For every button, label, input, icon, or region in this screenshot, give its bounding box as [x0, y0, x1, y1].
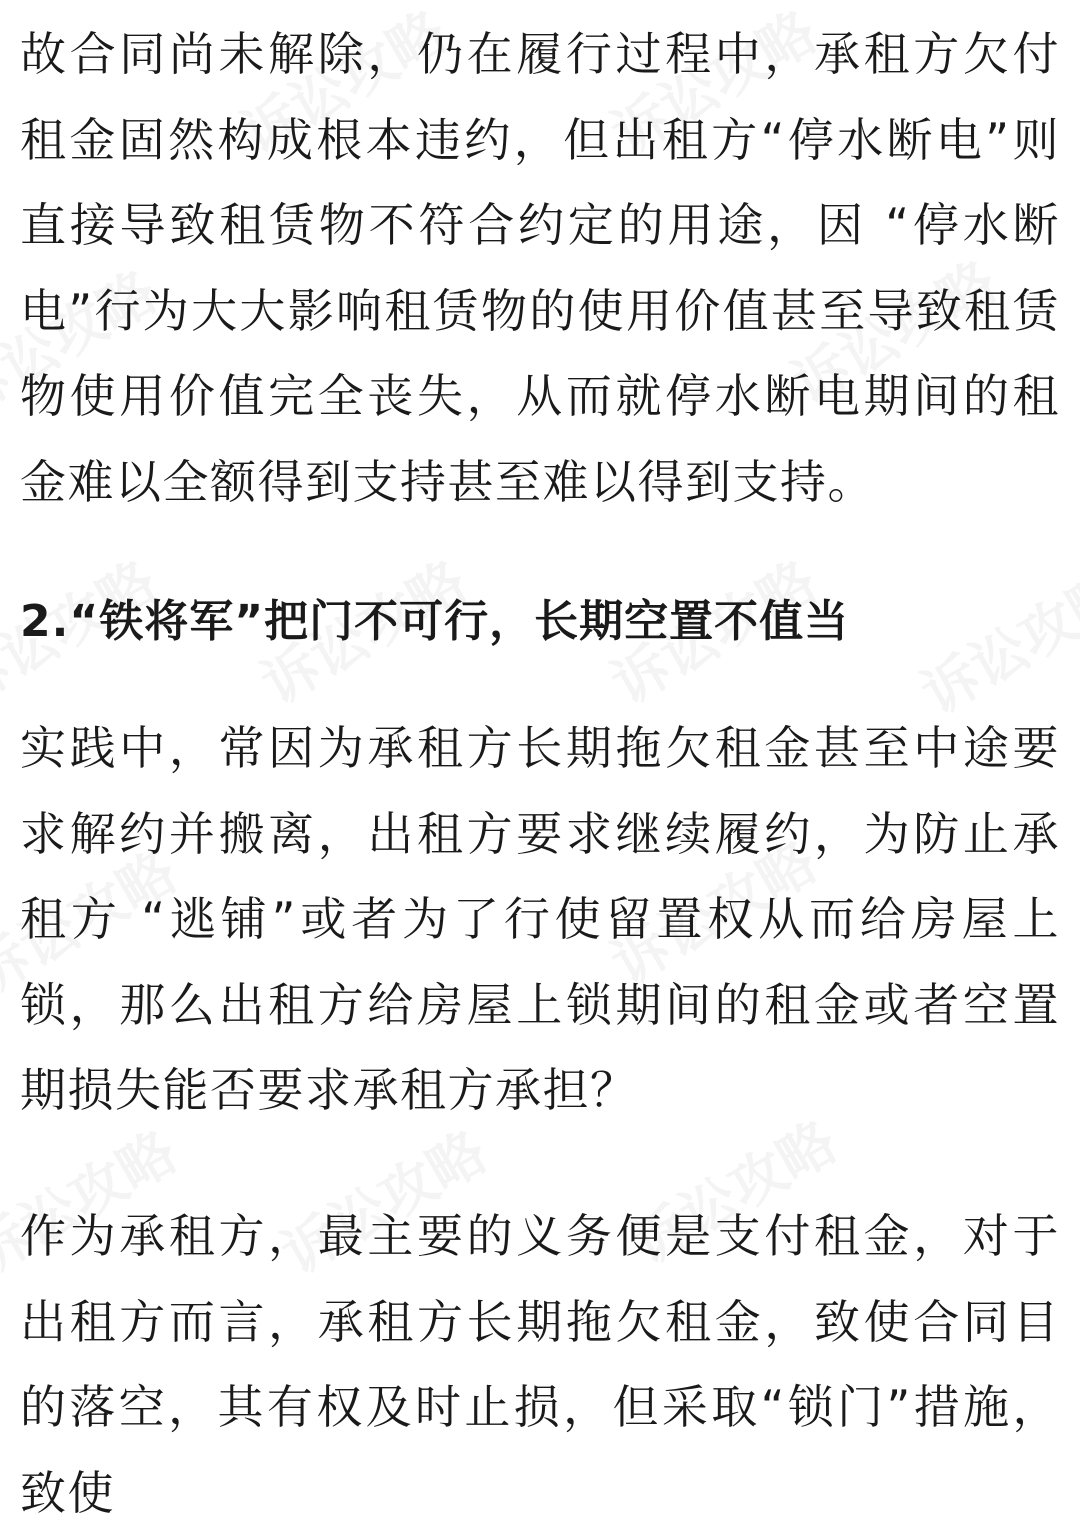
paragraph-2: 实践中，常因为承租方长期拖欠租金甚至中途要求解约并搬离，出租方要求继续履约，为防止承租方 “逃铺”或者为了行使留置权从而给房屋上锁，那么出租方给房屋上锁期间的租金或者空置期损失能否要求承租方承担？ — [20, 721, 1060, 1117]
paragraph-3: 作为承租方，最主要的义务便是支付租金，对于出租方而言，承租方长期拖欠租金，致使合同目的落空，其有权及时止损，但采取“锁门”措施，致使 — [20, 1209, 1060, 1520]
section-heading: 2.“铁将军”把门不可行，长期空置不值当 — [20, 596, 850, 647]
paragraph-1: 故合同尚未解除，仍在履行过程中，承租方欠付租金固然构成根本违约，但出租方“停水断电”则直接导致租赁物不符合约定的用途，因 “停水断电”行为大大影响租赁物的使用价值甚至导致租赁物使用价值完全丧失，从而就停水断电期间的租金难以全额得到支持甚至难以得到支持。 — [20, 27, 1060, 509]
